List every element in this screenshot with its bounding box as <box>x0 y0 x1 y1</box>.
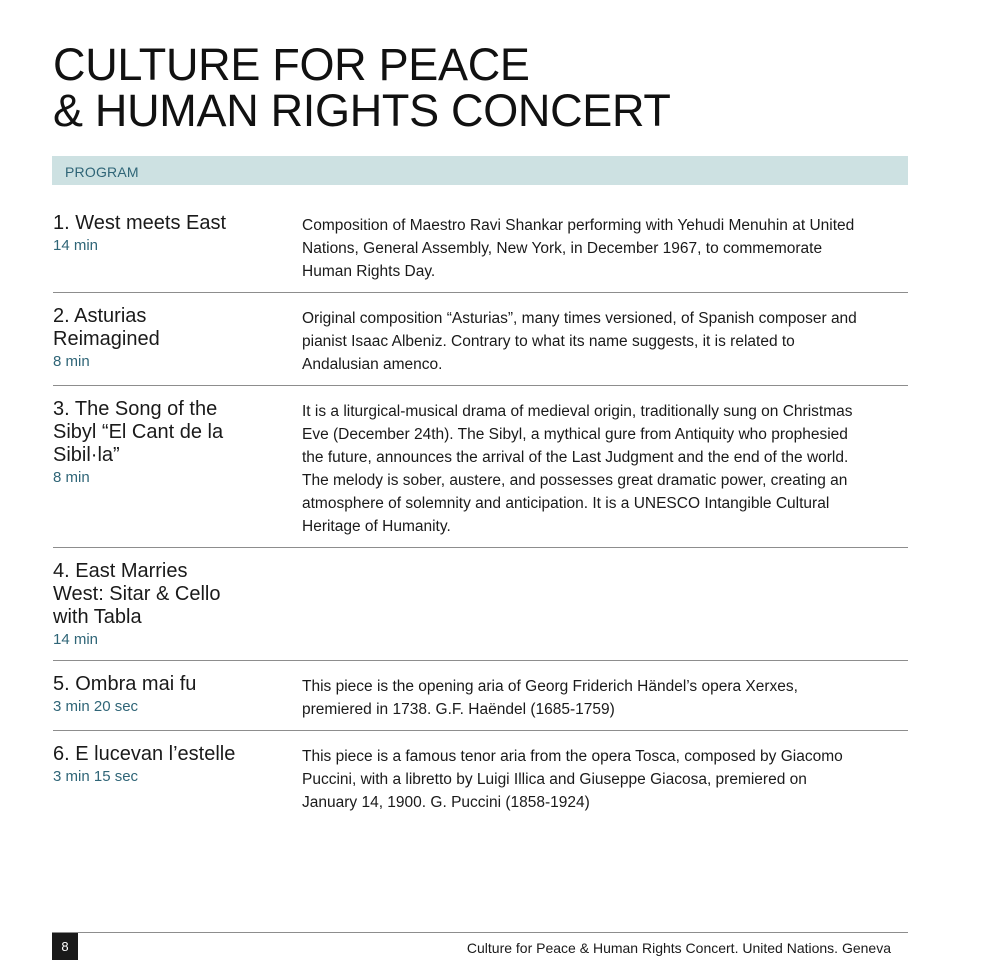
piece-title: 3. The Song of the Sibyl “El Cant de la Sibil·la” <box>53 398 224 466</box>
piece-duration: 3 min 15 sec <box>53 768 139 785</box>
piece-description: Composition of Maestro Ravi Shankar performing with Yehudi Menuhin at United Nations, General Assembly, New York, in December 1967, to commemorate Human Rights Day. <box>302 217 855 280</box>
footer-divider <box>52 932 908 933</box>
page-number-badge: 8 <box>52 933 78 960</box>
piece-duration: 14 min <box>53 237 99 254</box>
piece-duration: 8 min <box>53 353 90 370</box>
piece-description: Original composition “Asturias”, many times versioned, of Spanish composer and pianist Isaac Albeniz. Contrary to what its name suggests, it is related to Andalusian amenco. <box>302 310 857 373</box>
piece-description: It is a liturgical-musical drama of medieval origin, traditionally sung on Christmas Eve (December 24th). The Sibyl, a mythical gure from Antiquity who prophesied the future, announces the arrival of the Last Judgment and the end of the world. The melody is sober, austere, and possesses great dramatic power, creating an atmosphere of solemnity and anticipation. It is a UNESCO Intangible Cultural Heritage of Humanity. <box>302 403 853 535</box>
program-item <box>53 661 908 731</box>
program-item-heading <box>53 398 302 538</box>
page-title <box>53 39 671 136</box>
piece-title: 4. East Marries West: Sitar & Cello with Tabla <box>53 560 221 628</box>
program-item <box>53 293 908 386</box>
program-item-heading <box>53 305 302 376</box>
piece-description <box>302 560 862 651</box>
program-item <box>53 200 908 293</box>
piece-title: 2. Asturias Reimagined <box>53 305 160 350</box>
piece-title: 6. E lucevan l’estelle <box>53 743 236 765</box>
piece-duration: 3 min 20 sec <box>53 698 139 715</box>
piece-title: 1. West meets East <box>53 212 227 234</box>
program-item-heading <box>53 743 302 814</box>
piece-duration: 8 min <box>53 469 90 486</box>
section-label: PROGRAM <box>65 164 139 180</box>
piece-description: This piece is the opening aria of Georg Friderich Händel’s opera Xerxes, premiered in 1738. G.F. Haëndel (1685-1759) <box>302 678 798 718</box>
program-section-bar <box>52 156 908 185</box>
piece-description: This piece is a famous tenor aria from the opera Tosca, composed by Giacomo Puccini, with a libretto by Luigi Illica and Giuseppe Giacosa, premiered on January 14, 1900. G. Puccini (1858-1924) <box>302 748 843 811</box>
program-item-heading <box>53 673 302 721</box>
program-item <box>53 548 908 661</box>
program-list <box>53 200 908 823</box>
program-item <box>53 731 908 823</box>
program-item-heading <box>53 212 302 283</box>
page-title-line-2: & HUMAN RIGHTS CONCERT <box>53 85 671 136</box>
page-title-line-1: CULTURE FOR PEACE <box>53 39 530 90</box>
program-item-heading <box>53 560 302 651</box>
piece-duration: 14 min <box>53 631 99 648</box>
program-item <box>53 386 908 548</box>
footer-text: Culture for Peace & Human Rights Concert. United Nations. Geneva <box>466 940 891 956</box>
piece-title: 5. Ombra mai fu <box>53 673 197 695</box>
